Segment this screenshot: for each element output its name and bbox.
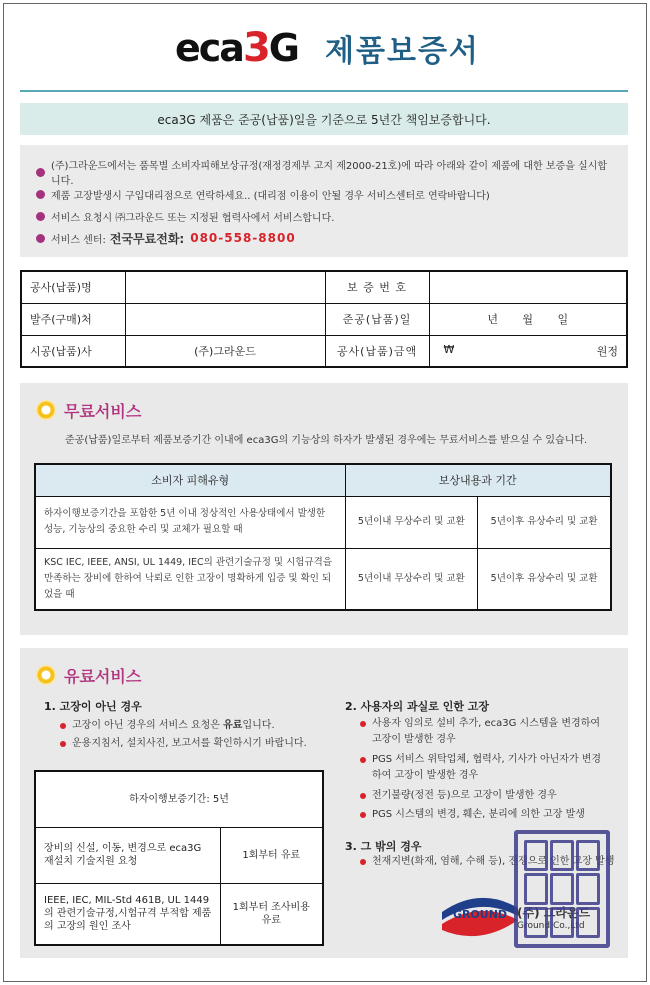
company-seal-stamp xyxy=(514,830,610,948)
bullet-icon xyxy=(360,812,366,818)
label-amount: 공사(납품)금액 xyxy=(325,335,429,367)
bullet-icon xyxy=(360,721,366,727)
col-compensation: 보상내용과 기간 xyxy=(345,464,611,496)
paid-service-table xyxy=(34,770,324,946)
bullet-icon xyxy=(36,212,45,221)
value-client xyxy=(125,303,325,335)
bullet-icon xyxy=(36,234,45,243)
list-item: 전기불량(정전 등)으로 고장이 발생한 경우 xyxy=(360,788,610,804)
notice-item: (주)그라운드에서는 품목별 소비자피해보상규정(재정경제부 고지 제2000-21호)에 따라 아래와 같이 제품에 대한 보증을 실시합니다. xyxy=(36,161,612,183)
page-title: 제품보증서 xyxy=(325,34,480,69)
col-damage-type: 소비자 피해유형 xyxy=(35,464,345,496)
list-item: PGS 시스템의 변경, 훼손, 분리에 의한 고장 발생 xyxy=(360,807,610,823)
header xyxy=(0,20,650,75)
label-contractor: 시공(납품)사 xyxy=(21,335,125,367)
value-project-name xyxy=(125,271,325,303)
svg-text:GROUND: GROUND xyxy=(452,908,508,921)
bullet-icon xyxy=(36,168,45,177)
list-item: 운용지침서, 설치사진, 보고서를 확인하시기 바랍니다. xyxy=(60,736,307,752)
bullet-icon xyxy=(36,190,45,199)
service-center: 서비스 센터: 전국무료전화: 080-558-8800 xyxy=(36,227,612,249)
paid-service-title: 유료서비스 xyxy=(64,667,142,686)
warranty-period-header: 하자이행보증기간: 5년 xyxy=(35,771,323,827)
table-row: 장비의 신설, 이동, 변경으로 eca3G 재설치 기술지원 요청 1회부터 유료 xyxy=(35,827,323,883)
eca3g-logo xyxy=(175,25,298,71)
notice-box xyxy=(20,145,628,257)
case-user-fault-title: 2. 사용자의 과실로 인한 고장 xyxy=(345,700,490,713)
phone-number[interactable]: 080-558-8800 xyxy=(190,231,296,245)
bullet-icon xyxy=(360,793,366,799)
list-item: 사용자 임의로 설비 추가, eca3G 시스템을 변경하여 고장이 발생한 경우 xyxy=(360,716,610,748)
company-name: (주) 그라운드 Ground Co.,Ltd xyxy=(517,906,591,931)
free-service-table xyxy=(34,463,612,611)
case-not-failure-title: 1. 고장이 아닌 경우 xyxy=(44,700,142,713)
free-service-section xyxy=(20,383,628,635)
list-item: PGS 서비스 위탁업체, 협력사, 기사가 아닌자가 변경하여 고장이 발생한 경우 xyxy=(360,752,610,784)
case-other-title: 3. 그 밖의 경우 xyxy=(345,840,422,853)
notice-item: 제품 고장발생시 구입대리점으로 연락하세요.. (대리점 이용이 안될 경우 서비스센터로 연락바랍니다) xyxy=(36,183,612,205)
value-warranty-number xyxy=(429,271,627,303)
bullet-icon xyxy=(360,757,366,763)
value-amount: ₩ 원정 xyxy=(429,335,627,367)
value-completion-date: 년 월 일 xyxy=(429,303,627,335)
warranty-banner: eca3G 제품은 준공(납품)일을 기준으로 5년간 책임보증합니다. xyxy=(20,103,628,135)
table-row: 하자이행보증기간을 포함한 5년 이내 정상적인 사용상태에서 발생한 성능, 기능상의 중요한 수리 및 교체가 필요할 때 5년이내 무상수리 및 교환 5년이후 유상수리 및 교환 xyxy=(35,496,611,548)
flower-icon xyxy=(36,665,56,685)
table-row: KSC IEC, IEEE, ANSI, UL 1449, IEC의 관련기술규정 및 시험규격을 만족하는 장비에 한하여 낙뢰로 인한 고장이 명확하게 입증 및 확인 되었을 때 5년이내 무상수리 및 교환 5년이후 유상수리 및 교환 xyxy=(35,548,611,610)
logo-text-3: 3 xyxy=(242,25,269,71)
table-row: IEEE, IEC, MIL-Std 461B, UL 1449의 관련기술규정,시험규격 부적합 제품의 고장의 원인 조사 1회부터 조사비용유료 xyxy=(35,883,323,945)
logo-text-g: G xyxy=(268,26,298,70)
list-item: 고장이 아닌 경우의 서비스 요청은 유료입니다. xyxy=(60,718,275,734)
flower-icon xyxy=(36,400,56,420)
bullet-icon xyxy=(360,859,366,865)
value-contractor: (주)그라운드 xyxy=(125,335,325,367)
notice-item: 서비스 요청시 ㈜그라운드 또는 지정된 협력사에서 서비스합니다. xyxy=(36,205,612,227)
list-item: 천재지변(화재, 염해, 수해 등), 전쟁으로 인한 고장 발생 xyxy=(360,854,620,870)
logo-text-eca: eca xyxy=(175,26,243,70)
bullet-icon xyxy=(60,741,66,747)
label-warranty-number: 보 증 번 호 xyxy=(325,271,429,303)
label-project-name: 공사(납품)명 xyxy=(21,271,125,303)
bullet-icon xyxy=(60,723,66,729)
header-divider xyxy=(20,90,628,92)
free-service-title: 무료서비스 xyxy=(64,402,142,421)
label-client: 발주(구매)처 xyxy=(21,303,125,335)
label-completion-date: 준공(납품)일 xyxy=(325,303,429,335)
ground-logo-icon xyxy=(440,890,520,940)
paid-service-section xyxy=(20,648,628,958)
free-service-desc: 준공(납품)일로부터 제품보증기간 이내에 eca3G의 기능상의 하자가 발생된 경우에는 무료서비스를 받으실 수 있습니다. xyxy=(65,435,588,446)
warranty-info-table xyxy=(20,270,628,368)
